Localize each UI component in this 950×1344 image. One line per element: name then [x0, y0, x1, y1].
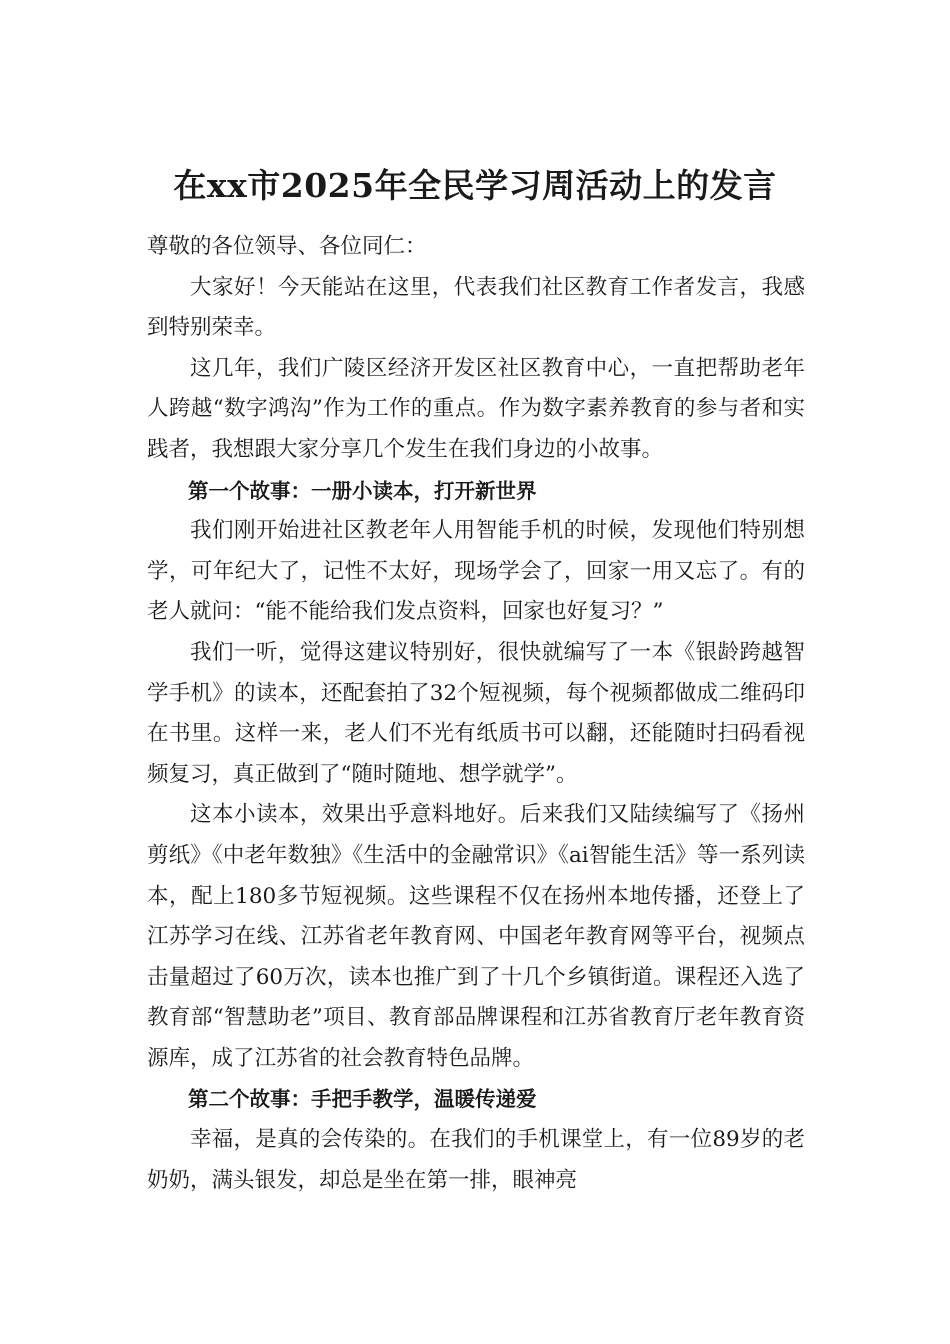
document-body — [147, 227, 805, 1201]
story-1-heading: 第一个故事：一册小读本，打开新世界 — [188, 478, 537, 503]
story-1-paragraph: 我们刚开始进社区教老年人用智能手机的时候，发现他们特别想学，可年纪大了，记性不太好，现场学会了，回家一用又忘了。有的老人就问：“能不能给我们发点资料，回家也好复习？” — [147, 518, 805, 625]
story-2-paragraph: 幸福，是真的会传染的。在我们的手机课堂上，有一位89岁的老奶奶，满头银发，却总是坐在第一排，眼神亮 — [147, 1127, 805, 1193]
story-1-paragraph: 这本小读本，效果出乎意料地好。后来我们又陆续编写了《扬州剪纸》《中老年数独》《生活中的金融常识》《ai智能生活》等一系列读本，配上180多节短视频。这些课程不仅在扬州本地传播，还登上了江苏学习在线、江苏省老年教育网、中国老年教育网等平台，视频点击量超过了60万次，读本也推广到了十几个乡镇街道。课程还入选了教育部“智慧助老”项目、教育部品牌课程和江苏省教育厅老年教育资源库，成了江苏省的社会教育特色品牌。 — [147, 802, 805, 1071]
salutation: 尊敬的各位领导、各位同仁： — [147, 234, 427, 259]
paragraph-greeting: 大家好！今天能站在这里，代表我们社区教育工作者发言，我感到特别荣幸。 — [147, 274, 805, 341]
story-2-heading: 第二个故事：手把手教学，温暖传递爱 — [188, 1087, 537, 1112]
story-1-paragraph: 我们一听，觉得这建议特别好，很快就编写了一本《银龄跨越智学手机》的读本，还配套拍了32个短视频，每个视频都做成二维码印在书里。这样一来，老人们不光有纸质书可以翻，还能随时扫码看视频复习，真正做到了“随时随地、想学就学”。 — [147, 639, 805, 787]
document-title: 在xx市2025年全民学习周活动上的发言 — [173, 166, 777, 205]
paragraph-intro: 这几年，我们广陵区经济开发区社区教育中心，一直把帮助老年人跨越“数字鸿沟”作为工作的重点。作为数字素养教育的参与者和实践者，我想跟大家分享几个发生在我们身边的小故事。 — [147, 355, 805, 462]
